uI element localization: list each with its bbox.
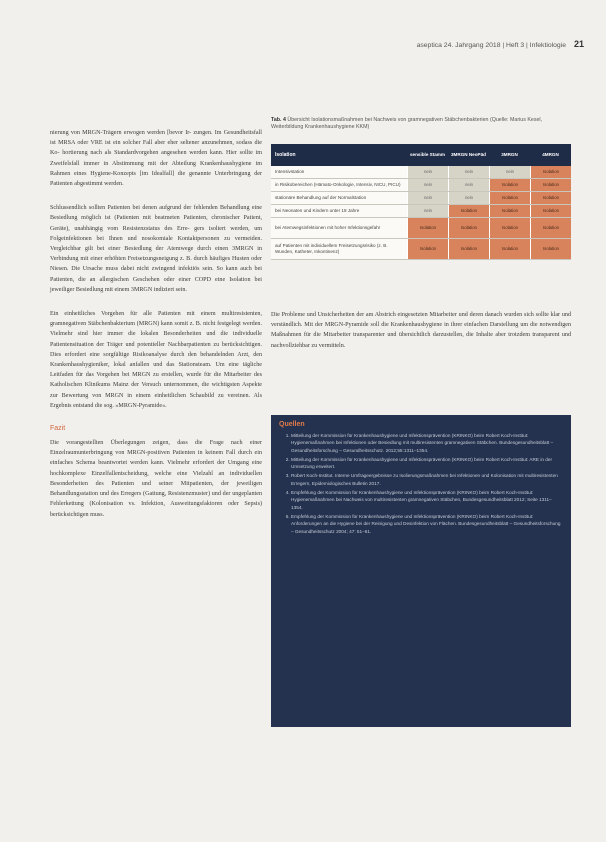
table-cell: Isolation: [530, 239, 571, 259]
table-row-label: stationäre Behandlung auf der Normalstation: [271, 192, 407, 204]
table-row-label: Intensivstation: [271, 166, 407, 178]
table-row: [271, 179, 571, 192]
source-item: 4. Empfehlung der Kommission für Krankenhaushygiene und Infektionsprävention (KRINKO) beim Robert Koch-Institut: Hygienemaßnahmen bei Nachweis von multiresistenten gramnegativen Stäbchen, Bundesgesundheitsblatt 2012; Seite 1311–1354.: [291, 489, 563, 511]
table-cell: Isolation: [530, 179, 571, 191]
table-cell: Isolation: [448, 239, 489, 259]
table-row-label: in Risikobereichen (Hämato-Onkologie, Intensiv, NICU, PICU): [271, 179, 407, 191]
table-row: [271, 239, 571, 260]
sources-title: Quellen: [279, 421, 305, 428]
table-row-label: bei Atemwegsinfektionen mit hoher Infektionsgefahr: [271, 218, 407, 238]
table-header-row: [271, 144, 571, 166]
left-column: [50, 128, 262, 534]
source-item: 3. Robert Koch-Institut. Interne Umfrageergebnisse zu Isolierungsmaßnahmen bei Infektionen und Kolonisation mit multiresistenten Erregern, Epidemiologisches Bulletin 2017.: [291, 472, 563, 487]
sources-list: [271, 432, 571, 535]
table-cell: nein: [489, 166, 530, 178]
left-paragraph-4: Die vorangestellten Überlegungen zeigen, dass die Frage nach einer Einzelraumunterbringung von MRGN-positiven Patienten in keinem Fall durch ein einfaches Schema beantwortet werden kann. Vielmehr erfordert der Umgang eine hochkomplexe Einzelfallentscheidung, welche eine Vielzahl an individuellen Besonderheiten des Patienten und seiner Mitpatienten, der jeweiligen Behandlungsstation und des Erregers (Gattung, Resistenzmuster) und der ungeplanten Fehlerkettung (Kolonisation vs. Infektion, Ausweitungsfaktoren oder Sepsis) berücksichtigen muss.: [50, 440, 262, 518]
right-column: [271, 310, 571, 365]
table-cell: Isolation: [489, 239, 530, 259]
table-header-cell: sensible Stamm: [410, 152, 445, 158]
table-row: [271, 218, 571, 239]
table-row: [271, 205, 571, 218]
table-cell: Isolation: [530, 166, 571, 178]
table-body: [271, 166, 571, 260]
table-cell: nein: [407, 205, 448, 217]
table-cell: Isolation: [530, 205, 571, 217]
table-cell: nein: [448, 179, 489, 191]
source-item: 2. Mitteilung der Kommission für Krankenhaushygiene und Infektionsprävention (KRINKO) beim Robert Koch-Institut: ARE in der Umsetzung erweitert.: [291, 456, 563, 471]
left-paragraph-1: nierung von MRGN-Trägern erwogen werden [bevor Ir- zungen. Im Gesundheitsfall ist MRSA oder VRE ist ein solcher Fall aber eher seltener anzunehmen, sodass die Ko- hortierung nach als Standardvorgehen angesehen werden kann. Hier sollte im Zweifelsfall immer in Abstimmung mit der Abteilung Krankenhaushygiene im Rahmen eines Hygiene-Konzepts [im Idealfall] die genannte Unterbringung der Patienten abgestimmt werden.: [50, 130, 262, 188]
table-cell: nein: [407, 179, 448, 191]
left-paragraph-3: Ein einheitliches Vorgehen für alle Patienten mit einem multiresistenten, gramnegativen Stäbchenbakterium (MRGN) kann somit z. B. nicht festgelegt werden. Vielmehr sind hier immer die lokalen Besonderheiten und die individuelle Patientensituation der Träger und potentieller Nachbarpatienten zu berücksichtigen. Dies erfordert eine sorgfältige Risikoanalyse durch den behandelnden Arzt, den Krankenhaushygieniker, lokal anfallen und das Stationsteam. Um eine tägliche Leitfaden für das Vorgehen bei MRGN zu erstellen, wurde für die Mitarbeiter des Katholischen Klinikums Mainz der Versuch unternommen, die wichtigsten Aspekte zur Bewertung von MRGN in einem einheitlichen Schaubild zu vereinen. Als Ergebnis entstand die sog. »MRGN-Pyramide«.: [50, 311, 262, 409]
source-item: 1. Mitteilung der Kommission für Krankenhaushygiene und Infektionsprävention (KRINKO) beim Robert Koch-Institut: Hygienemaßnahmen bei Infektionen oder Besiedlung mit multiresistenten gramnegativen Stäbchen. Bundesgesundheitsblatt – Gesundheitsforschung – Gesundheitsschutz. 2012;55:1311–1354.: [291, 432, 563, 454]
fazit-heading: Fazit: [50, 425, 66, 433]
table-cell: Isolation: [530, 218, 571, 238]
table-cell: nein: [448, 192, 489, 204]
table-cell: Isolation: [448, 218, 489, 238]
table-caption-label: Tab. 4: [271, 117, 286, 123]
table-cell: Isolation: [407, 218, 448, 238]
table-caption: [271, 117, 571, 131]
page-number: 21: [573, 39, 584, 49]
table-cell: Isolation: [489, 192, 530, 204]
table-row: [271, 166, 571, 179]
table-row-label: bei Neonaten und Kindern unter 18 Jahre: [271, 205, 407, 217]
header-text: aseptica 24. Jahrgang 2018 | Heft 3 | Infektiologie: [416, 42, 566, 49]
source-item: 5. Empfehlung der Kommission für Krankenhaushygiene und Infektionsprävention (KRINKO) beim Robert Koch-Institut: Anforderungen an die Hygiene bei der Reinigung und Desinfektion von Flächen. Bundesgesundheitsblatt – Gesundheitsforschung – Gesundheitsschutz 2004; 47: 51–61.: [291, 513, 563, 535]
sources-box: [271, 415, 571, 727]
table-cell: Isolation: [489, 179, 530, 191]
table-cell: Isolation: [407, 239, 448, 259]
right-paragraph-1: Die Probleme und Unsicherheiten der am Abstrich eingesetzten Mitarbeiter und deren danach wurden sich sollte klar und verständlich. Mit der MRGN-Pyramide soll die Krankenhaushygiene in ihrer einfachen Darstellung um die notwendigen Maßnahmen für die Mitarbeiter transparenter und übersichtlich darzustellen, die Inhalte aber trotzdem transparent und nachvollziehbar zu vermitteln.: [271, 312, 571, 349]
table-cell: nein: [407, 166, 448, 178]
isolation-table: [271, 144, 571, 260]
table-cell: Isolation: [489, 205, 530, 217]
table-header-cell: Isolation: [275, 152, 296, 158]
table-cell: Isolation: [489, 218, 530, 238]
table-row: [271, 192, 571, 205]
table-caption-text: Übersicht Isolationsmaßnahmen bei Nachweis von gramnegativen Stäbchenbakterien (Quelle: Marius Kesel, Weiterbildung Krankenhaushygiene KKM): [271, 117, 543, 130]
table-header-cell: 4MRGN: [542, 152, 559, 158]
table-cell: Isolation: [448, 205, 489, 217]
table-cell: nein: [448, 166, 489, 178]
running-header: [417, 39, 584, 49]
table-row-label: auf Patienten mit individuellem Freisetzungsrisiko (z. B. Wunden, Katheter, Inkontinenz): [271, 239, 407, 259]
table-cell: Isolation: [530, 192, 571, 204]
table-header-cell: 3MRGN: [501, 152, 518, 158]
left-paragraph-2: Schlussendlich sollten Patienten bei denen aufgrund der fehlenden Behandlung eine Besiedlung möglich ist (Patienten mit beatmeten Patienten, chronischer Patient, Geräte), unabhängig vom Resistenzstatus des Erre- gers isoliert werden, um Folgeinfektionen bei Ihnen und nosokomiale Kontaktpersonen zu vermeiden. Vergleichbar gilt bei einer Besiedlung der Atemwege durch einen 3MRGN in Verbindung mit einer erhöhten Freisetzungsneigung z. B. durch häufiges Husten oder Niesen. Die Ursache muss dabei nicht zwingend infektiös sein. So kann auch bei Patienten, die an allergischen Geschehen oder einer COPD eine Isolation bei jeweiliger Besiedlung mit einem 3MRGN indiziert sein.: [50, 205, 262, 293]
table-cell: nein: [407, 192, 448, 204]
table-header-cell: 3MRGN NeoPäd: [451, 152, 486, 158]
